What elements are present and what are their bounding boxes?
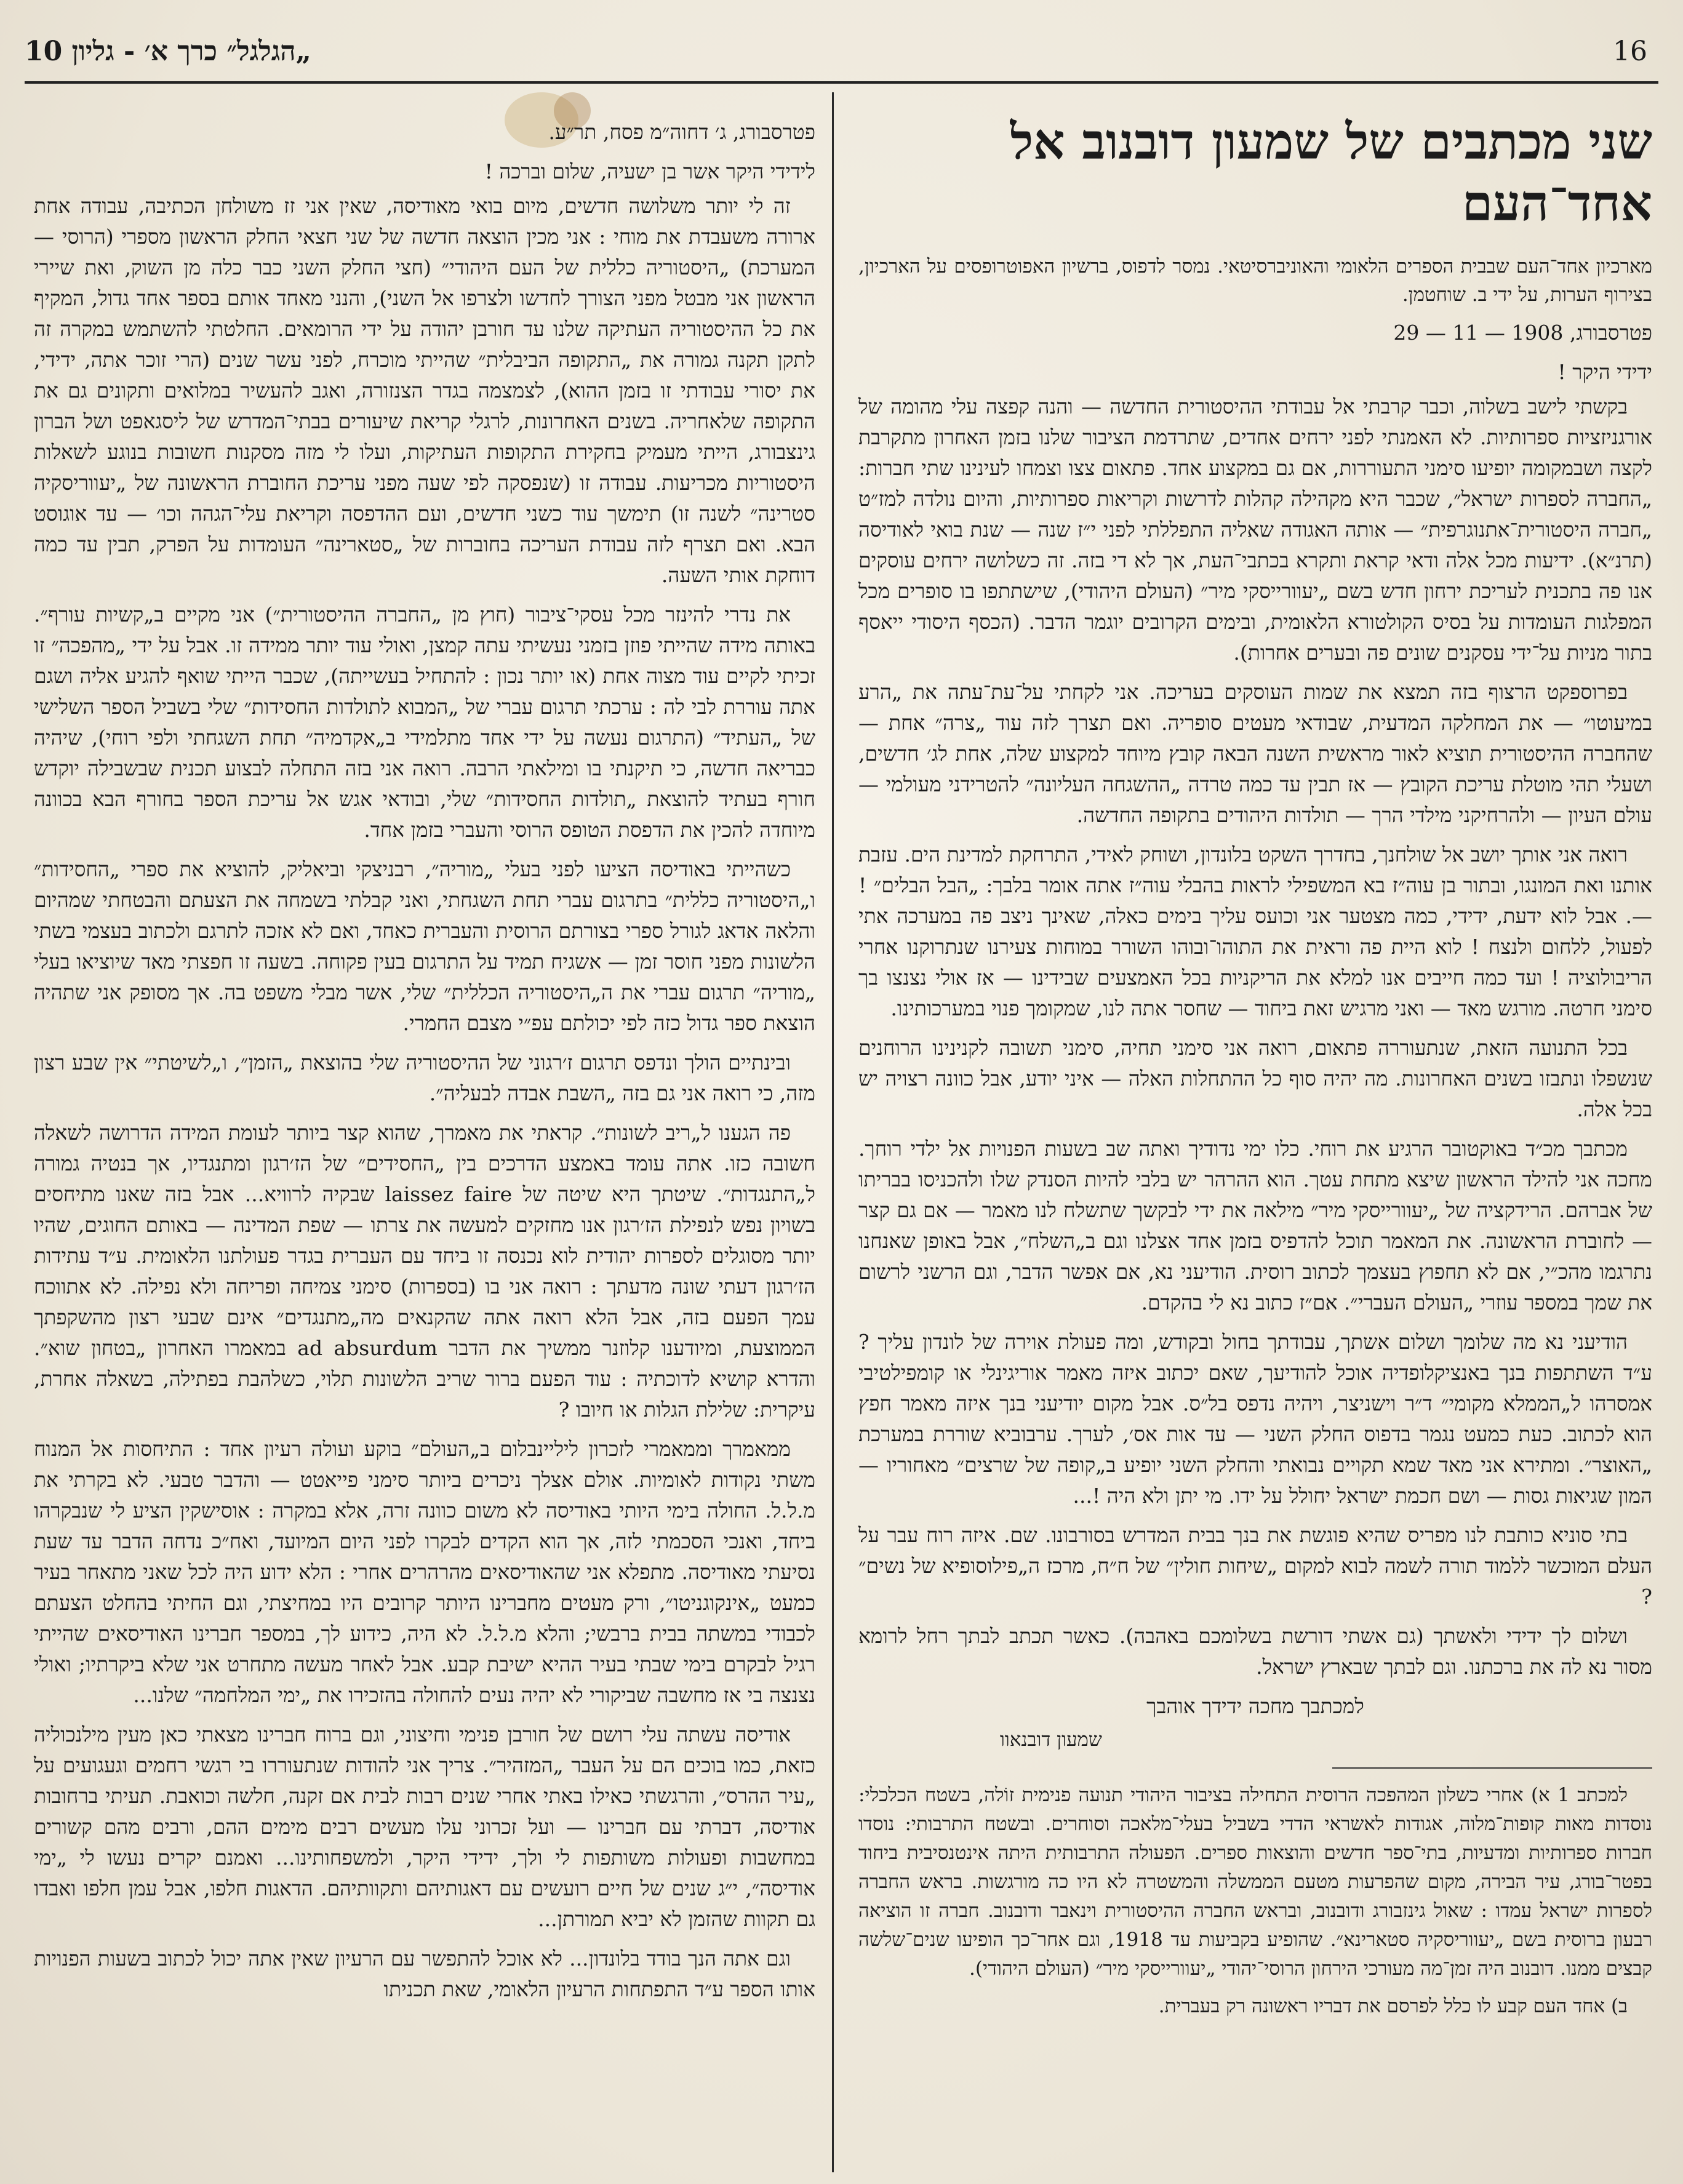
header-rule [25,81,1658,84]
letter2-paragraph: וגם אתה הנך בודד בלונדון... לא אוכל להתפשר עם הרעיון שאין אתה יכול לכתוב בשעות הפנויות אותו הספר ע״ד התפתחות הרעיון הלאומי, שאת תכניתו [34,1946,815,2001]
right-column [858,98,1652,2030]
footnote: למכתב 1 א) אחרי כשלון המהפכה הרוסית התחילה בציבור היהודי תנועה פנימית זוֹלה, בשטח הכלכלי: נוסדות מאות קופות־מלוה, אגודות לאשראי הדדי בשביל בעלי־מלאכה וסוחרים. ובשטח התרבותי: נוסדו חברות ספרותיות ומדעיות, בתי־ספר חדשים והוצאות ספרים. הפעולה התרבותית היתה אינטנסיבית ביחוד בפטר־בורג, עיר הבירה, מקום שהפרעות מטעם הממשלה והמשטרה לא היו כה מורגשות. בראש החברה לספרות ישראל עמדו : שאול גינזבורג ודובנוב, ובראש החברה ההיסטורית וינאבר ודובנוב. חברה זו הוציאה רבעון ברוסית בשם „יעווריסקיה סטארינא״. שהופיע בקביעות עד 1918, וגם אחר־כך הופיעו שנים־שלשה קבצים ממנו. דובנוב היה זמן־מה מעורכי הירחון הרוסי־יהודי „יעוורייסקי מיר״ (העולם היהודי). [858,1784,1652,1980]
letter1-paragraph: בפרוספקט הרצוף בזה תמצא את שמות העוסקים בעריכה. אני לקחתי על־עת־עתה את „הרע במיעוטו״ — את המחלקה המדעית, שבודאי מעטים סופריה. ואם תצרך לזה עוד „צרה״ אחת — שהחברה ההיסטורית תוציא לאור מראשית השנה הבאה קובץ מיוחד למקצוע שלה, אחת לג׳ חדשים, ושעלי תהי מוטלת עריכת הקובץ — אז תבין עד כמה טרדה „ההשגחה העליונה״ להטרידני מעולמי — עולם העיון — ולהרחיקני מילדי הרך — תולדות היהודים בתקופה החדשה. [858,680,1652,827]
left-column [34,117,815,2014]
letter2-paragraph: פה הגענו ל„ריב לשונות״. קראתי את מאמרך, שהוא קצר ביותר לעומת המידה הדרושה לשאלה חשובה כזו. אתה עומד באמצע הדרכים בין „החסידים״ של הז׳רגון ומתנגדיו, אך בנטיה גמורה ל„התנגדות״. שיטתך היא שיטה של laissez faire שבקיה לרוויא... אבל בזה שאנו מתיחסים בשויון נפש לנפילת הז׳רגון אנו מחזקים למעשה את צרתו — שפת המדינה — באותם החוגים, שהיו יותר מסוגלים לספרות יהודית לוא נכנסה זו ביחד עם העברית בגדר פעולתנו הלאומית. ע״ד עתידות הז׳רגון דעתי שונה מדעתך : רואה אני בו (בספרות) סימני צמיחה ופריחה ולא נפילה. לא אתווכח עמך הפעם בזה, אבל הלא רואה אתה שהקנאים מה„מתנגדים״ אינם שבעי רצון מהשקפתך הממוצעת, ומיודענו קלוזנר ממשיך את הדבר ad absurdum במאמרו האחרון „בטחון שוא״. והדרא קושיא לדוכתיה : עוד הפעם ברור שריב הלשונות תלוי, כשלהבת בפתילה, בשאלה אחרת, עיקרית: שלילת הגלות או חיובו ? [34,1121,815,1422]
letter2-paragraph: אודיסה עשתה עלי רושם של חורבן פנימי וחיצוני, וגם ברוח חברינו מצאתי כאן מעין מילנכוליה כזאת, כמו בוכים הם על העבר „המזהיר״. צריך אני להודות שנתעוררו בי רגשי רחמים וגעגועים על „עיר ההרס״, והרגשתי כאילו באתי אחרי שנים רבות לבית אם זקנה, חלשה וכואבת. תעיתי ברחובות אודיסה, דברתי עם חברינו — ועל זכרוני עלו מעשים רבים מימים ההם, ורבים מהם קשורים במחשבות ופעולות משותפות לי ולך, ידידי היקר, ולמשפחותינו... ואמנם יקרים נעשו לי „ימי אודיסה״, י״ג שנים של חיים רועשים עם דאגותיהם ותקוותיהם. הדאגות חלפו, אבל עמן חלפו ואבדו גם תקוות שהזמן לא יביא תמורתן... [34,1722,815,1931]
letter1-paragraph: מכתבך מכ״ד באוקטובר הרגיע את רוחי. כלו ימי נדודיך ואתה שב בשעות הפנויות אל ילדי רוחך. מחכה אני להילד הראשון שיצא מתחת עטך. הוא ההרהר יש בלבי להיות הסנדק שלו ולהכניסו בבריתו של אברהם. הרידקציה של „יעוורייסקי מיר״ מילאה את ידי לבקשך שתשלח לנו מאמר — אם גם קצר — לחוברת הראשונה. את המאמר תוכל להדפיס בזמן אחד אצלנו וגם ב„השלח״, אבל באופן שאנחנו נתרגמו מהכ״י, אם לא תחפוץ בעצמך לכתוב רוסית. הודיעני נא, אם אפשר הדבר, וגם הרשני לרשום את שמך במספר עוזרי „העולם העברי״. אם״ז כתוב נא לי בהקדם. [858,1137,1652,1314]
column-divider [832,92,834,2172]
letter2-paragraph: את נדרי להינזר מכל עסקי־ציבור (חוץ מן „החברה ההיסטורית״) אני מקיים ב„קשיות עורף״. באותה מידה שהייתי פוזן בזמני נעשיתי עתה קמצן, ואולי עוד יותר ממידה זו. אבל על ידי „מהפכה״ זו זכיתי לקיים עוד מצוה אחת (או יותר נכון : להתחיל בעשייתה), שכבר הייתי שואף להגיע אליה ושגם אתה עוררת לבי לה : ערכתי תרגום עברי של „המבוא לתולדות החסידות״ שלי בשביל הספר השלישי של „העתיד״ (התרגום נעשה על ידי אחד מתלמידי ב„אקדמיה״ תחת השגחתי ולפי רוחי), שיהיה כבריאה חדשה, כי תיקנתי בו ומילאתי הרבה. רואה אני בזה התחלה לבצוע תכנית שבשבילה יוקדש חורף בעתיד להוצאת „תולדות החסידות״ שלי, ובודאי אגש אל עריכת הספר בחורף הבא בכוונה מיוחדה להכין את הדפסת הטופס הרוסי והעברי בזמן אחד. [34,602,815,842]
running-title: „הגלגל״ כרך א׳ - גליון 10 [25,36,311,67]
article-intro: מארכיון אחד־העם שבבית הספרים הלאומי והאוניברסיטאי. נמסר לדפוס, ברשיון האפוטרופסים על הארכיון, בצירוף הערות, על ידי ב. שוחטמן. [858,255,1652,306]
letter2-paragraph: זה לי יותר משלושה חדשים, מיום בואי מאודיסה, שאין אני זז משולחן הכתיבה, עבודה אחת ארורה משעבדת את מוחי : אני מכין הוצאה חדשה של שני חצאי החלק הראשון מספרי (הרוסי — המערכת) „היסטוריה כללית של העם היהודי״ (חצי החלק השני כבר כלה מן השוק, ואת שיירי הראשון אני מבטל מפני הצורך לחדשו ולצרפו אל השני), והנני מאחד אותם בספר אחד גדול, המקיף את כל ההיסטוריה העתיקה שלנו עד חורבן יהודה על ידי הרומאים. החלטתי להשתמש במקרה זה לתקן תקנה גמורה את „התקופה הביבלית״ שהייתי מוכרח, לפני עשר שנים (הרי זוכר אתה, ידידי, את יסורי עבודתי זו בזמן ההוא), לצמצמה בגדר הצנזורה, ואגב להעשיר במלואים ותקונים גם את התקופה שלאחריה. בשנים האחרונות, לרגלי קריאת שיעורים בבתי־המדרש של ליסגאפט ושל הברון גינצבורג, הייתי מעמיק בחקירת התקופות העתיקות, ועלו לי מזה מסקנות חשובות בנוגע לשאלות היסטוריות מכריעות. עבודה זו (שנפסקה לפי שעה מפני עריכת החוברת הראשונה של „יעווריסקיה סטרינה״ לשנה זו) תימשך עוד כשני חדשים, ועם ההדפסה וקריאת עלי־הגהה וכו׳ — עד אוגוסט הבא. ואם תצרף לזה עבודת העריכה בחוברות של „סטארינה״ העומדות על הפרק, תבין עד כמה דוחקת אותי השעה. [34,194,815,587]
letter2-paragraph: כשהייתי באודיסה הציעו לפני בעלי „מוריה״, רבניצקי וביאליק, להוציא את ספרי „החסידות״ ו„היסטוריה כללית״ בתרגום עברי תחת השגחתי, ואני קבלתי בשמחה את הצעתם והבטחתי שמהיום והלאה אדאג לגורל ספרי בצורתם הרוסית והעברית כאחד, ואם לא אזכה לתרגם ולכתוב בעצמי בשתי הלשונות מפני חוסר זמן — אשגיח תמיד על התרגום בעין פקוחה. בשעה זו חפצתי מאד שיוציאו בעלי „מוריה״ תרגום עברי את ה„היסטוריה הכללית״ שלי, אשר מבלי משפט בה. אך מסופק אני שתהיה הוצאת ספר גדול כזה לפי יכולתם עפ״י מצבם החמרי. [34,857,815,1035]
letter2-salutation: לידידי היקר אשר בן ישעיה, שלום וברכה ! [484,159,815,183]
letter2-paragraph: ובינתיים הולך ונדפס תרגום ז׳רגוני של ההיסטוריה שלי בהוצאת „הזמן״, ו„לשיטתי״ אין שבע רצון מזה, כי רואה אני גם בזה „השבת אבדה לבעליה״. [34,1050,815,1105]
letter1-paragraph: הודיעני נא מה שלומך ושלום אשתך, עבודתך בחול ובקודש, ומה פעולת אוירה של לונדון עליך ? ע״ד השתתפות בנך באנציקלופדיה אוכל להודיעך, שאם יכתוב איזה מאמר אוריגינלי או קומפילטיבי אמסרהו ל„הממלא מקומי״ ד״ר וישניצר, ויהיה נדפס בל״ס. אבל מקום יודיעני בנך איזה מאמר חפץ הוא לכתוב. כעת כמעט נגמר בדפוס החלק השני — עד אות אס׳, לערך. ערבוביא שוררת במערכת „האוצר״. ומתירא אני מאד שמא תקויים נבואתי והחלק השני יופיע ב„קופה של שרצים״ מאחוריו — המון שגיאות גסות — ושם חכמת ישראל יחולל על ידו. מי יתן ולא היה !... [858,1330,1652,1508]
letter2-paragraph: ממאמרך וממאמרי לזכרון ליליינבלום ב„העולם״ בוקע ועולה רעיון אחד : התיחסות אל המנוח משתי נקודות לאומיות. אולם אצלך ניכרים ביותר סימני פייאטט — והדבר טבעי. לא בקרתי את מ.ל.ל. החולה בימי היותי באודיסה לא משום כוונה זרה, אלא במקרה : אוסישקין הציע לי שנבקרהו ביחד, ואנכי הסכמתי לזה, אך הוא הקדים לבקרו לפני היום המיועד, ואח״כ נדחה הדבר עד שעת נסיעתי מאודיסה. מתפלא אני שהאודיסאים מהרהרים אחרי : הלא ידוע היה לכל שאני מתאחר בעיר כמעט „אינקוגניטו״, ורק מעטים מחברינו היותר קרובים היו במחיצתי, וגם החיתי בהחלט הצעתם לכבודי במשתה בבית ברבשי; והלא מ.ל.ל. לא היה, כידוע לך, במספר חברינו האודיסאים שהייתי רגיל לבקרם בימי שבתי בעיר ההיא ישיבת קבע. אבל לאחר מעשה מתחרט אני שלא ביקרתיו; ואולי נצנצה בי אז מחשבה שביקורי לא יהיה נעים להחולה בהזכירו את „ימי המלחמה״ שלנו... [34,1437,815,1707]
letter1-paragraph: בקשתי לישב בשלוה, וכבר קרבתי אל עבודתי ההיסטורית החדשה — והנה קפצה עלי מהומה של אורגניזציות ספרותיות. לא האמנתי לפני ירחים אחדים, שתרדמת הציבור שלנו בזמן האחרון מתקרבת לקצה ושבמקומה יופיעו סימני התעוררות, אם גם במקצוע אחד. פתאום צצו וצמחו לעינינו שתי חברות: „החברה לספרות ישראל״, שכבר היא מקהילה קהלות לדרשות וקריאות ספרותיות, והיום נולדה למז״ט „חברה היסטורית־אתנוגרפית״ — אותה האגודה שאליה התפללתי לפני י״ז שנה — שנת בואי לאודיסה (תרנ״א). ידיעות מכל אלה ודאי קראת ותקרא בכתבי־העת, אך לא די בזה. זה כשלושה ירחים עוסקים אנו פה בתכנית לעריכת ירחון חדש בשם „יעוורייסקי מיר״ (העולם היהודי), שישתתפו בו סופרים מכל המפלגות העומדות על בסיס הקולטורא הלאומית, ובימים הקרובים יוגמר הדבר. (הכסף היסודי ייאסף בתור מניות על־ידי עסקנים שונים פה ובערים אחרות). [858,394,1652,665]
letter2-dateline: פטרסבורג, ג׳ דחוה״מ פסח, תר״ע. [548,120,815,144]
footnote: ב) אחד העם קבע לו כלל לפרסם את דבריו ראשונה רק בעברית. [1158,1995,1628,2017]
letter1-dateline: פטרסבורג, 1908 — 11 — 29 [1393,321,1652,345]
letter1-paragraph: ושלום לך ידידי ולאשתך (גם אשתי דורשת בשלומכם באהבה). כאשר תכתב לבתך רחל לרומא מסור נא לה את ברכתנו. וגם לבתך שבארץ ישראל. [858,1624,1652,1679]
footnote-rule [1332,1767,1652,1769]
letter1-paragraph: בכל התנועה הזאת, שנתעוררה פתאום, רואה אני סימני תחיה, סימני תשובה לקנינינו הרוחנים שנשפלו ונתבזו בשנים האחרונות. מה יהיה סוף כל ההתחלות האלה — איני יודע, אבל כוונה רצויה יש בכל אלה. [858,1036,1652,1121]
letter1-signature: שמעון דובנאוו [1000,1729,1102,1751]
letter1-paragraph: בתי סוניא כותבת לנו מפריס שהיא פוגשת את בנך בבית המדרש בסורבונו. שם. איזה רוח עבר על העלם המוכשר ללמוד תורה לשמה לבוא למקום „שיחות חולין״ של ח״ח, מרכז ה„פילוסופיא של נשים״ ? [858,1523,1652,1609]
letter1-salutation: ידידי היקר ! [1557,360,1652,384]
page-number: 16 [1613,36,1647,67]
letter1-closing: למכתבך מחכה ידידך אוהבך [1146,1694,1364,1718]
letter1-paragraph: רואה אני אותך יושב אל שולחנך, בחדרך השקט בלונדון, ושוחק לאידי, התרחקת למדינת הים. עזבת אותנו ואת המונגו, ובתור בן עוה״ז בא המשפילי לראות בהבלי עוה״ז אתה אומר בלבך: „הבל הבלים״ ! —. אבל לוא ידעת, ידידי, כמה מצטער אני וכועס עליך בימים כאלה, שאינך ניצב פה במערכה אתי לפעול, ללחום ולנצח ! לוא היית פה וראית את התוהו־ובוהו השורר במוחות צעירנו שנתרוקנו אחרי הריבולוציה ! ועד כמה חייבים אנו למלא את הריקניות בכל האמצעים שבידינו — אז אולי נצנצו בך סימני חרטה. מורגש מאד — ואני מרגיש זאת ביחוד — שחסר אתה לנו, שמקומך פנוי במערכותינו. [858,842,1652,1020]
article-title: שני מכתבים של שמעון דובנוב אל אחד־העם [1010,113,1652,232]
